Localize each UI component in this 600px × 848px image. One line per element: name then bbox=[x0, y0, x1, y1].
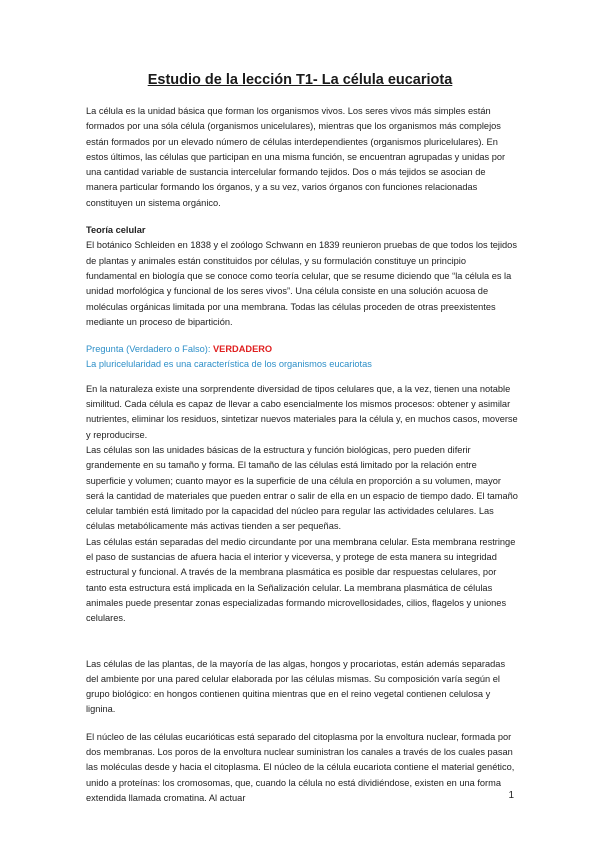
question-line bbox=[86, 342, 518, 357]
page-number: 1 bbox=[508, 790, 514, 801]
teoria-paragraph: El botánico Schleiden en 1838 y el zoólogo Schwann en 1839 reunieron pruebas de que todos los tejidos de plantas y animales están constituidos por células, y su formulación constituye un principio fundamental en biología que se conoce como teoría celular, que se resume diciendo que “la célula es la unidad morfológica y funcional de los seres vivos”. Una célula consiste en una solución acuosa de moléculas orgánicas limitada por una membrana. Todas las células proceden de otras preexistentes mediante un proceso de bipartición. bbox=[86, 240, 517, 327]
document-title: Estudio de la lección T1- La célula eucariota bbox=[147, 72, 453, 88]
question-statement: La pluricelularidad es una característica de los organismos eucariotas bbox=[86, 359, 372, 370]
tamano-paragraph: Las células son las unidades básicas de la estructura y función biológicas, pero pueden diferir grandemente en su tamaño y forma. El tamaño de las células está limitado por la relación entre superficie y volumen; cuanto mayor es la superficie de una célula en proporción a su volumen, mayor será la cantidad de materiales que pueden entrar o salir de ella en un espacio de tiempo dado. El tamaño celular también está limitado por la capacidad del núcleo para regular las actividades celulares. Las células metabólicamente más activas tienden a ser pequeñas. bbox=[86, 444, 518, 532]
document-body bbox=[86, 104, 518, 806]
pared-paragraph: Las células de las plantas, de la mayoría de las algas, hongos y procariotas, están además separadas del ambiente por una pared celular elaborada por las células mismas. Su composición varía según el grupo biológico: en hongos contienen quitina mientras que en el reino vegetal contienen celulosa y lignina. bbox=[86, 658, 506, 715]
nucleo-paragraph: El núcleo de las células eucarióticas está separado del citoplasma por la envoltura nuclear, formada por dos membranas. Los poros de la envoltura nuclear suministran los canales a través de los cuales pasan las moléculas desde y hacia el citoplasma. El núcleo de la célula eucariota contiene el material genético, unido a proteínas: los cromosomas, que, cuando la célula no está dividiéndose, existen en una forma extendida llamada cromatina. Al actuar bbox=[86, 731, 515, 803]
question-prefix: Pregunta (Verdadero o Falso): bbox=[86, 344, 214, 355]
membrana-paragraph: Las células están separadas del medio circundante por una membrana celular. Esta membrana restringe el paso de sustancias de afuera hacia el interior y viceversa, y protege de esta manera su integridad estructural y funcional. A través de la membrana plasmática es posible dar respuestas celulares, por tanto esta estructura está implicada en la Señalización celular. La membrana plasmática de células animales puede presentar zonas especializadas formando microvellosidades, cilios, flagelos y uniones celulares. bbox=[86, 536, 516, 624]
intro-paragraph: La célula es la unidad básica que forman los organismos vivos. Los seres vivos más simples están formados por una sóla célula (organismos unicelulares), mientras que los organismos más complejos están formados por un elevado número de células interdependientes (organismos pluricelulares). En estos últimos, las células que participan en una misma función, se encuentran agrupadas y unidas por una cantidad variable de sustancia intercelular formando tejidos. Dos o más tejidos se asocian de manera particular formando los órganos, y a su vez, varios órganos con funciones relacionadas constituyen un sistema orgánico. bbox=[86, 106, 506, 208]
diversidad-paragraph: En la naturaleza existe una sorprendente diversidad de tipos celulares que, a la vez, tienen una notable similitud. Cada célula es capaz de llevar a cabo esencialmente los mismos procesos: obtener y asimilar nutrientes, eliminar los residuos, sintetizar nuevos materiales para la célula y, en muchos casos, moverse y reproducirse. bbox=[86, 383, 518, 440]
question-answer: VERDADERO bbox=[213, 344, 273, 355]
teoria-heading: Teoría celular bbox=[86, 225, 146, 236]
